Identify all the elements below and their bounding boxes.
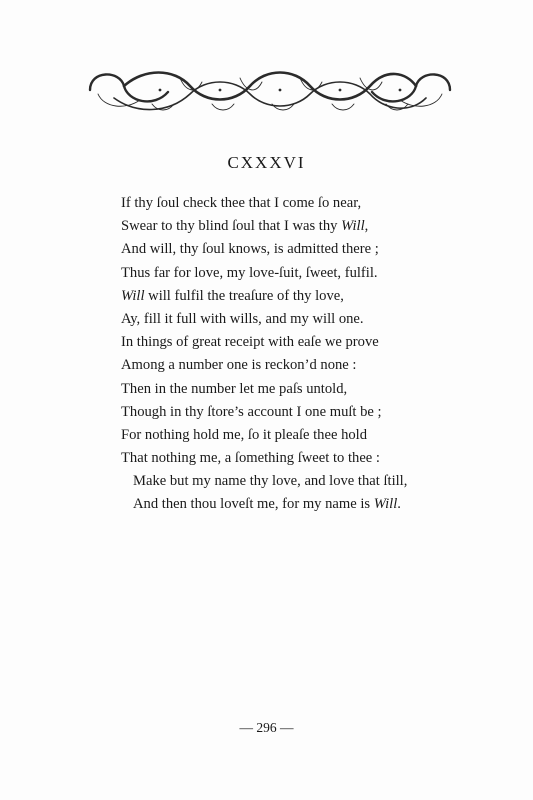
page-number: — 296 — [239,720,294,735]
poem-text: Thus far for love, my love-ſuit, ſweet, fulfil. [121,264,378,281]
poem-line [121,424,501,447]
poem-text: , [364,218,369,235]
poem-line [121,308,501,331]
poem-text: And will, thy ſoul knows, is admitted there ; [121,241,379,258]
poem-line [121,192,501,215]
sonnet-text [121,192,501,517]
poem-line [121,215,501,238]
poem-text: Ay, fill it full with wills, and my will one. [121,310,364,327]
sonnet-number-heading: CXXXVI [227,153,306,172]
poem-italic-text: Will [373,496,398,513]
poem-line [121,378,501,401]
poem-text: If thy ſoul check thee that I come ſo near, [121,195,362,211]
poem-text: Among a number one is reckon’d none : [121,357,357,374]
poem-text: will fulfil the treaſure of thy love, [144,287,344,304]
poem-line [121,470,501,493]
poem-line [121,331,501,354]
poem-text: In things of great receipt with eaſe we prove [121,334,379,351]
poem-text: And then thou loveſt me, for my name is [133,496,374,513]
poem-text: . [397,496,401,513]
poem-line [121,493,501,516]
poem-text: Then in the number let me paſs untold, [121,380,348,397]
poem-line [121,447,501,470]
poem-italic-text: Will [121,287,145,304]
poem-text: Swear to thy blind ſoul that I was thy [121,218,342,235]
decorative-scroll-ornament [84,64,456,116]
poem-line [121,354,501,377]
poem-text: That nothing me, a ſomething ſweet to thee : [121,450,380,467]
poem-text: Make but my name thy love, and love that ſtill, [133,473,408,490]
poem-line [121,238,501,261]
poem-line [121,401,501,424]
poem-text: For nothing hold me, ſo it pleaſe thee hold [121,426,368,443]
poem-text: Though in thy ſtore’s account I one muſt be ; [121,403,382,420]
poem-italic-text: Will [341,218,365,235]
poem-line [121,262,501,285]
poem-line [121,285,501,308]
